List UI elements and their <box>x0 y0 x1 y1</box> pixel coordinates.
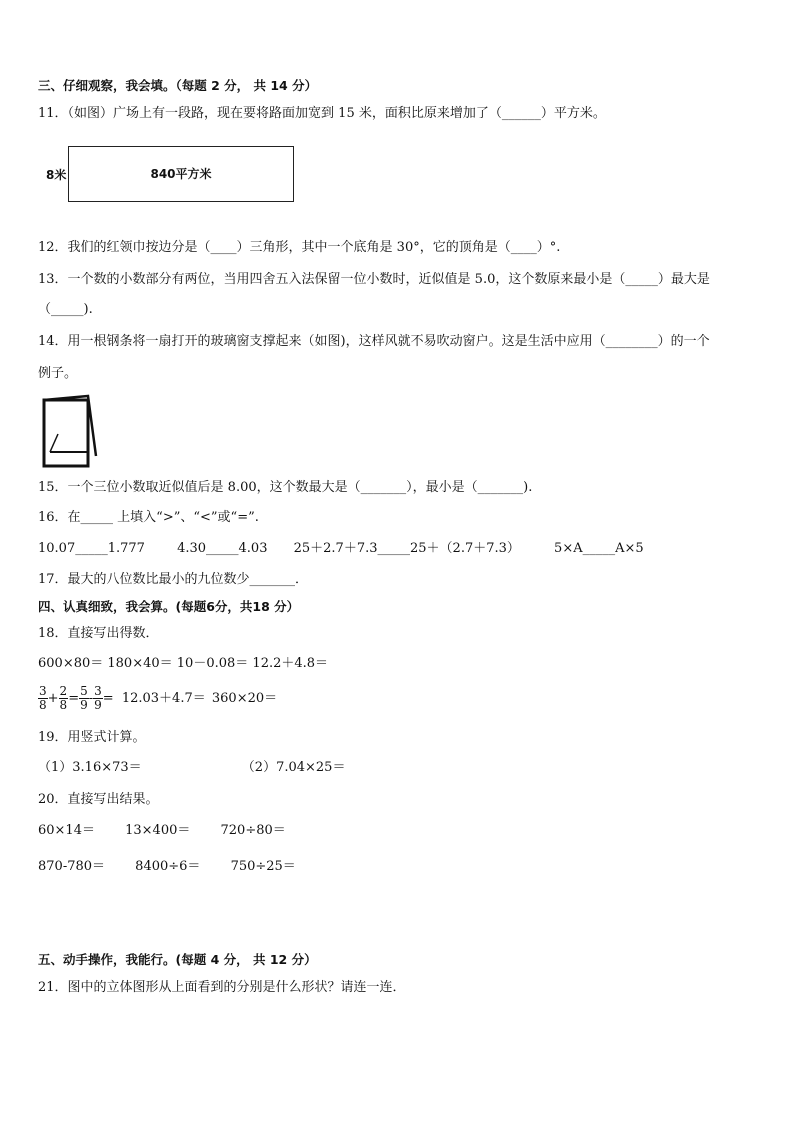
operator: = <box>102 691 114 706</box>
calc-item: 12.2＋4.8＝ <box>252 656 329 671</box>
window-support-diagram <box>40 394 104 470</box>
calc-item: （1）3.16×73＝ <box>38 760 142 775</box>
question-16-items <box>38 541 644 557</box>
question-19: 19．用竖式计算。 <box>38 730 146 745</box>
question-14-line2: 例子。 <box>38 366 78 381</box>
calc-item: 12.03＋4.7＝ <box>121 691 206 706</box>
question-16: 16．在_____ 上填入“>”、“<”或“=”. <box>38 510 259 525</box>
section-5-heading: 五、动手操作，我能行。(每题 4 分， 共 12 分） <box>38 952 317 967</box>
calc-item: 750÷25＝ <box>230 859 296 874</box>
question-17: 17．最大的八位数比最小的九位数少_______． <box>38 572 309 587</box>
compare-item: 25＋2.7＋7.3_____25＋（2.7＋7.3） <box>293 541 520 556</box>
calc-item: 13×400＝ <box>125 823 191 838</box>
question-13-line1: 13．一个数的小数部分有两位，当用四舍五入法保留一位小数时，近似值是 5.0，这个数原来最小是（_____）最大是 <box>38 272 710 287</box>
road-rectangle-diagram <box>68 146 294 202</box>
question-19-items <box>38 760 345 776</box>
question-21: 21．图中的立体图形从上面看到的分别是什么形状？请连一连． <box>38 980 406 995</box>
question-20-row2 <box>38 859 296 875</box>
question-15: 15．一个三位小数取近似值后是 8.00，这个数最大是（_______），最小是（_______). <box>38 480 533 495</box>
calc-item: 600×80＝ <box>38 656 104 671</box>
question-20-row1 <box>38 823 286 839</box>
calc-item: 720÷80＝ <box>220 823 286 838</box>
fraction: $\frac{5}{9}$ <box>80 684 88 712</box>
question-11: 11．（如图）广场上有一段路，现在要将路面加宽到 15 米，面积比原来增加了（______）平方米。 <box>38 106 606 121</box>
road-area-label: 840平方米 <box>150 167 212 181</box>
operator: - <box>88 691 94 706</box>
road-width-label: 8米 <box>46 168 67 182</box>
compare-item: 10.07_____1.777 <box>38 541 145 556</box>
question-12: 12．我们的红领巾按边分是（____）三角形，其中一个底角是 30°，它的顶角是（____）°. <box>38 240 561 255</box>
question-18-row1 <box>38 656 328 672</box>
operator: + <box>47 691 59 706</box>
compare-item: 5×A_____A×5 <box>554 541 644 556</box>
section-3-heading: 三、仔细观察，我会填。（每题 2 分， 共 14 分） <box>38 78 318 93</box>
calc-item: 8400÷6＝ <box>135 859 201 874</box>
calc-item: 10－0.08＝ <box>176 656 249 671</box>
calc-item: 60×14＝ <box>38 823 95 838</box>
fraction: $\frac{2}{8}$ <box>59 684 68 712</box>
question-18: 18．直接写出得数． <box>38 626 159 641</box>
question-13-line2: （_____). <box>38 302 93 317</box>
calc-item: （2）7.04×25＝ <box>241 760 346 775</box>
section-4-heading: 四、认真细致，我会算。(每题6分，共18 分） <box>38 599 300 614</box>
calc-item: 360×20＝ <box>211 691 278 706</box>
question-14-line1: 14．用一根钢条将一扇打开的玻璃窗支撑起来（如图)，这样风就不易吹动窗户。这是生活中应用（________）的一个 <box>38 334 710 349</box>
compare-item: 4.30_____4.03 <box>177 541 268 556</box>
calc-item: 870-780＝ <box>38 859 106 874</box>
fraction: $\frac{3}{9}$ <box>94 684 102 712</box>
fraction: $\frac{3}{8}$ <box>39 684 47 712</box>
calc-item: 180×40＝ <box>107 656 173 671</box>
question-18-row2 <box>38 684 277 714</box>
operator: = <box>68 691 80 706</box>
question-20: 20．直接写出结果。 <box>38 792 159 807</box>
